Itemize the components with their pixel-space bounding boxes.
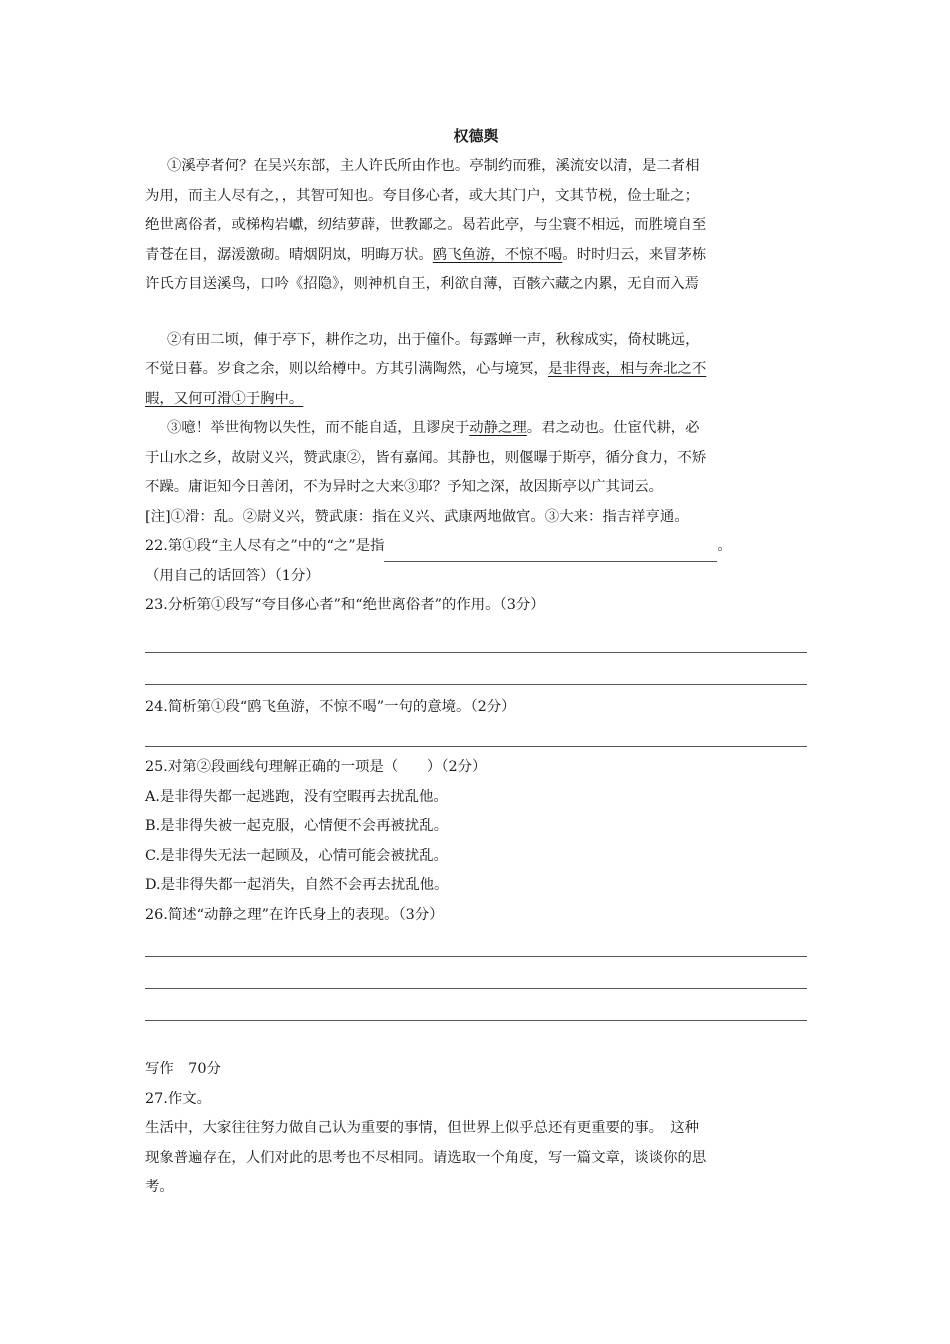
writing-prompt-line-3: 考。 xyxy=(145,1179,174,1195)
underlined-sentence-gull: 鸥飞鱼游，不惊不喝 xyxy=(432,246,563,263)
annotation-note: [注]①滑：乱。②尉义兴，赞武康：指在义兴、武康两地做官。③大来：指吉祥亨通。 xyxy=(145,508,689,525)
underlined-sentence-p2b: 暇，又何可滑①于胸中。 xyxy=(145,390,304,407)
paragraph-1-line-5: 许氏方目送溪鸟，口吟《招隐》，则神机自王，利欲自薄，百骸六藏之内累，无自而入焉 xyxy=(145,276,700,292)
question-22-hint: （用自己的话回答）（1分） xyxy=(145,567,320,584)
question-22-suffix: 。 xyxy=(717,538,732,554)
question-22-text: 22.第①段“主人尽有之”中的“之”是指 xyxy=(145,538,385,554)
question-23-answer-line-2[interactable] xyxy=(145,653,807,685)
question-25: 25.对第②段画线句理解正确的一项是（ ）（2分） xyxy=(145,759,487,775)
question-25-option-c[interactable]: C.是非得失无法一起顾及，心情可能会被扰乱。 xyxy=(145,847,448,864)
question-23: 23.分析第①段写“夸目侈心者”和“绝世离俗者”的作用。（3分） xyxy=(145,597,545,613)
question-23-answer-line-1[interactable] xyxy=(145,621,807,653)
question-26-answer-line-1[interactable] xyxy=(145,930,807,957)
question-26-answer-line-2[interactable] xyxy=(145,957,807,989)
paragraph-2-line-2 xyxy=(145,355,807,385)
question-25-option-a[interactable]: A.是非得失都一起逃跑，没有空暇再去扰乱他。 xyxy=(145,788,448,805)
passage-title: 权德舆 xyxy=(453,127,499,145)
paragraph-2-line-1: ②有田二顷，俥于亭下，耕作之功，出于僮仆。每露蝉一声，秋稼成实，倚杖眺远， xyxy=(167,331,700,348)
section-gap xyxy=(145,1021,807,1055)
underlined-sentence-p2a: 是非得丧，相与奔北之不 xyxy=(547,361,707,377)
paragraph-1-line-4 xyxy=(145,241,807,271)
paragraph-2-line-3 xyxy=(145,385,807,415)
writing-prompt-line-1: 生活中，大家往往努力做自己认为重要的事情，但世界上似乎总还有更重要的事。 这种 xyxy=(145,1120,700,1136)
paragraph-3-line-1-text: ③噫！举世徇物以失性，而不能自适，且谬戾于 xyxy=(167,420,470,436)
question-24-answer-line[interactable] xyxy=(145,722,807,747)
question-22-answer-blank[interactable] xyxy=(384,543,717,562)
question-26: 26.简述“动静之理”在许氏身上的表现。（3分） xyxy=(145,906,444,923)
writing-prompt-line-2: 现象普遍存在，人们对此的思考也不尽相同。请选取一个角度，写一篇文章，谈谈你的思 xyxy=(145,1149,707,1166)
paragraph-1-line-4-text: 青苍在目，潺湲激砌。晴烟阴岚，明晦万状。 xyxy=(145,246,433,263)
underlined-phrase-dongjing: 动静之理 xyxy=(469,420,527,436)
question-22 xyxy=(145,532,807,562)
paragraph-1-line-3: 绝世离俗者，或梯构岩巘，纫结萝薜，世教鄙之。曷若此亭，与尘寰不相远，而胜境自至 xyxy=(145,217,707,233)
paragraph-2-line-2-text: 不觉日暮。岁食之余，则以给樽中。方其引满陶然，心与境冥， xyxy=(145,361,548,377)
question-25-option-b[interactable]: B.是非得失被一起克服，心情便不会再被扰乱。 xyxy=(145,818,448,834)
paragraph-1-line-4-after: 。时时归云，来冒茅栋 xyxy=(562,246,707,263)
paragraph-3-line-1-after: 。君之动也。仕宦代耕，必 xyxy=(526,420,700,436)
writing-section-header: 写作 70分 xyxy=(145,1061,221,1077)
paragraph-1-line-2: 为用，而主人尽有之，，其智可知也。夸目侈心者，或大其门户，文其节棁，俭士耻之； xyxy=(145,187,700,204)
question-25-option-d[interactable]: D.是非得失都一起消失，自然不会再去扰乱他。 xyxy=(145,877,449,893)
paragraph-gap xyxy=(145,300,807,326)
question-26-answer-line-3[interactable] xyxy=(145,989,807,1021)
paragraph-1-line-1: ①溪亭者何？在吴兴东部，主人许氏所由作也。亭制约而雅，溪流安以清，是二者相 xyxy=(167,158,700,174)
question-24: 24.简析第①段“鸥飞鱼游，不惊不喝”一句的意境。（2分） xyxy=(145,698,516,715)
paragraph-3-line-1 xyxy=(145,414,807,444)
question-27: 27.作文。 xyxy=(145,1090,212,1107)
document-page xyxy=(145,124,807,1203)
paragraph-3-line-3: 不躁。庸讵知今日善闭，不为异时之大来③耶？予知之深，故因斯亭以广其词云。 xyxy=(145,479,664,495)
paragraph-3-line-2: 于山水之乡，故尉义兴，赞武康②，皆有嘉闻。其静也，则偃曝于斯亭，循分食力，不矫 xyxy=(145,449,707,466)
